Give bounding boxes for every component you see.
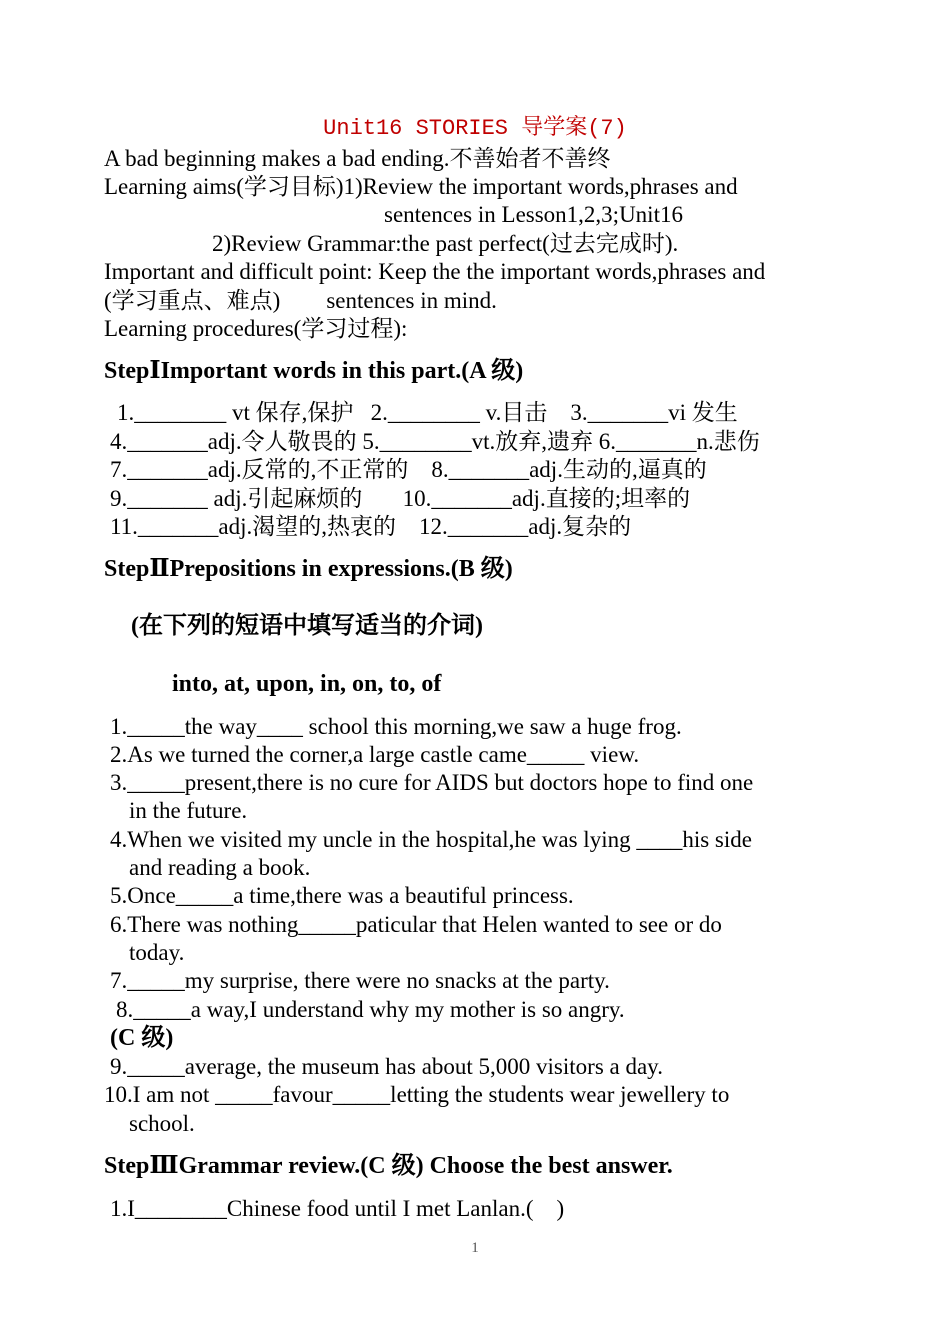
step2-line: 6.There was nothing_____paticular that Helen wanted to see or do (110, 912, 722, 937)
step3-heading: StepⅢGrammar review.(C 级) Choose the best answer. (104, 1153, 673, 1179)
c-level-label: (C 级) (110, 1025, 174, 1051)
key-point-line-2: (学习重点、难点) sentences in mind. (104, 288, 497, 313)
step2-c-line: 10.I am not _____favour_____letting the students wear jewellery to (104, 1082, 730, 1107)
step1-line: 4._______adj.令人敬畏的 5.________vt.放弃,遗弃 6._______n.悲伤 (110, 429, 760, 454)
proverb: A bad beginning makes a bad ending.不善始者不善终 (104, 146, 611, 171)
step1-line: 11._______adj.渴望的,热衷的 12._______adj.复杂的 (110, 514, 632, 539)
step2-line: 2.As we turned the corner,a large castle came_____ view. (110, 742, 640, 767)
aims-line-2: sentences in Lesson1,2,3;Unit16 (384, 202, 683, 227)
page-title: Unit16 STORIES 导学案(7) (323, 116, 627, 141)
key-point-line-1: Important and difficult point: Keep the the important words,phrases and (104, 259, 766, 284)
aims-line-3: 2)Review Grammar:the past perfect(过去完成时). (212, 231, 679, 256)
step1-line: 9._______ adj.引起麻烦的 10._______adj.直接的;坦率的 (110, 486, 691, 511)
step2-c-line: 9._____average, the museum has about 5,000 visitors a day. (110, 1054, 663, 1079)
step2-line: 5.Once_____a time,there was a beautiful princess. (110, 883, 574, 908)
step2-line: 3._____present,there is no cure for AIDS but doctors hope to find one (110, 770, 754, 795)
step1-line: 1.________ vt 保存,保护 2.________ v.目击 3._______vi 发生 (117, 400, 738, 425)
step1-heading: StepⅠImportant words in this part.(A 级) (104, 358, 524, 384)
page-number: 1 (471, 1240, 479, 1256)
step3-line: 1.I________Chinese food until I met Lanlan.( ) (110, 1196, 565, 1221)
step2-c-line: school. (129, 1111, 195, 1136)
step2-line: 1._____the way____ school this morning,we saw a huge frog. (110, 714, 682, 739)
step2-instruction: (在下列的短语中填写适当的介词) (131, 613, 483, 639)
step2-line: today. (129, 940, 185, 965)
aims-line-1: Learning aims(学习目标)1)Review the important words,phrases and (104, 174, 738, 199)
procedures-label: Learning procedures(学习过程): (104, 316, 408, 341)
step2-line: in the future. (129, 798, 248, 823)
step2-line: and reading a book. (129, 855, 311, 880)
step2-options: into, at, upon, in, on, to, of (172, 671, 442, 697)
step1-line: 7._______adj.反常的,不正常的 8._______adj.生动的,逼真的 (110, 457, 707, 482)
step2-line: 8._____a way,I understand why my mother is so angry. (116, 997, 625, 1022)
step2-heading: StepⅡPrepositions in expressions.(B 级) (104, 556, 513, 582)
step2-line: 7._____my surprise, there were no snacks at the party. (110, 968, 610, 993)
step2-line: 4.When we visited my uncle in the hospital,he was lying ____his side (110, 827, 752, 852)
